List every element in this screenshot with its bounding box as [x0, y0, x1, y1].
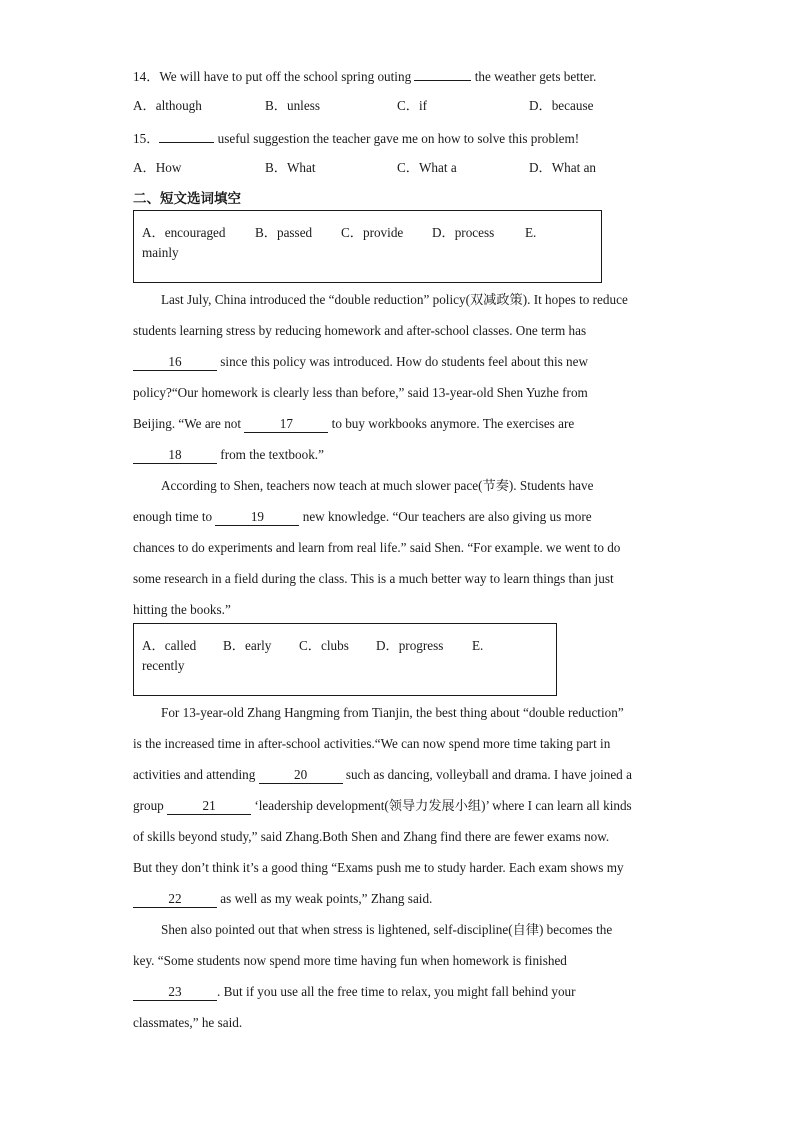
word-bank-row	[142, 218, 593, 249]
word-option: D．process	[432, 225, 495, 240]
word-option: C．provide	[341, 225, 404, 240]
question-number: 14．	[133, 69, 160, 84]
word-option: recently	[142, 658, 185, 673]
option-a[interactable]: A．although	[133, 98, 202, 113]
option-d[interactable]: D．What an	[529, 160, 597, 175]
word-option: A．encouraged	[142, 225, 226, 240]
word-option: E.	[472, 638, 484, 653]
option-c[interactable]: C．if	[397, 98, 428, 113]
section-heading: 二、短文选词填空	[133, 191, 241, 207]
passage-2: For 13-year-old Zhang Hangming from Tianjin, the best thing about “double reduction” is the increased time in after-school activities.“We can now spend more time taking part in activities and attending 20 such as dancing, volleyball and drama. I have joined a group 21 ‘leadership development(领导力发展小组)’ where I can learn all kinds of skills beyond study,” said Zhang.Both Shen and Zhang find there are fewer exams now. But they don’t think it’s a good thing “Exams push me to study harder. Each exam shows my 22 as well as my weak points,” Zhang said. Shen also pointed out that when stress is lightened, self-discipline(自律) becomes the key. “Some students now spend more time having fun when homework is finished 23 . But if you use all the free time to relax, you might fall behind your classmates,” he said.	[133, 705, 632, 1030]
option-a[interactable]: A．How	[133, 160, 182, 175]
option-b[interactable]: B．What	[265, 160, 316, 175]
word-option: C．clubs	[299, 638, 349, 653]
word-option: B．early	[223, 638, 272, 653]
word-option: E.	[525, 225, 537, 240]
blank-18[interactable]: 18	[133, 447, 217, 464]
blank-17[interactable]: 17	[244, 416, 328, 433]
option-b[interactable]: B．unless	[265, 98, 320, 113]
worksheet-page	[133, 64, 661, 1043]
blank-21[interactable]: 21	[167, 798, 251, 815]
blank-19[interactable]: 19	[215, 509, 299, 526]
blank-16[interactable]: 16	[133, 354, 217, 371]
word-bank-box-2	[133, 623, 557, 696]
question-14-stem: 14．We will have to put off the school spring outing the weather gets better.	[133, 64, 661, 95]
question-number: 15．	[133, 131, 160, 146]
question-15-options	[133, 157, 661, 188]
blank-22[interactable]: 22	[133, 891, 217, 908]
word-bank-row	[142, 631, 548, 662]
answer-blank[interactable]	[159, 126, 214, 143]
blank-23[interactable]: 23	[133, 984, 217, 1001]
option-c[interactable]: C．What a	[397, 160, 457, 175]
word-option: D．progress	[376, 638, 444, 653]
word-option: A．called	[142, 638, 197, 653]
word-option: mainly	[142, 245, 179, 260]
word-bank-box-1	[133, 210, 602, 283]
answer-blank[interactable]	[414, 64, 471, 81]
passage-1: Last July, China introduced the “double reduction” policy(双减政策). It hopes to reduce students learning stress by reducing homework and after-school classes. One term has 16 since this policy was introduced. How do students feel about this new policy?“Our homework is clearly less than before,” said 13-year-old Shen Yuzhe from Beijing. “We are not 17 to buy workbooks anymore. The exercises are 18 from the textbook.” According to Shen, teachers now teach at much slower pace(节奏). Students have enough time to 19 new knowledge. “Our teachers are also giving us more chances to do experiments and learn from real life.” said Shen. “For example. we went to do some research in a field during the class. This is a much better way to learn things than just hitting the books.”	[133, 292, 628, 617]
blank-20[interactable]: 20	[259, 767, 343, 784]
option-d[interactable]: D．because	[529, 98, 594, 113]
question-14-options	[133, 95, 661, 126]
question-15-stem: 15． useful suggestion the teacher gave me on how to solve this problem!	[133, 126, 661, 157]
word-option: B．passed	[255, 225, 313, 240]
